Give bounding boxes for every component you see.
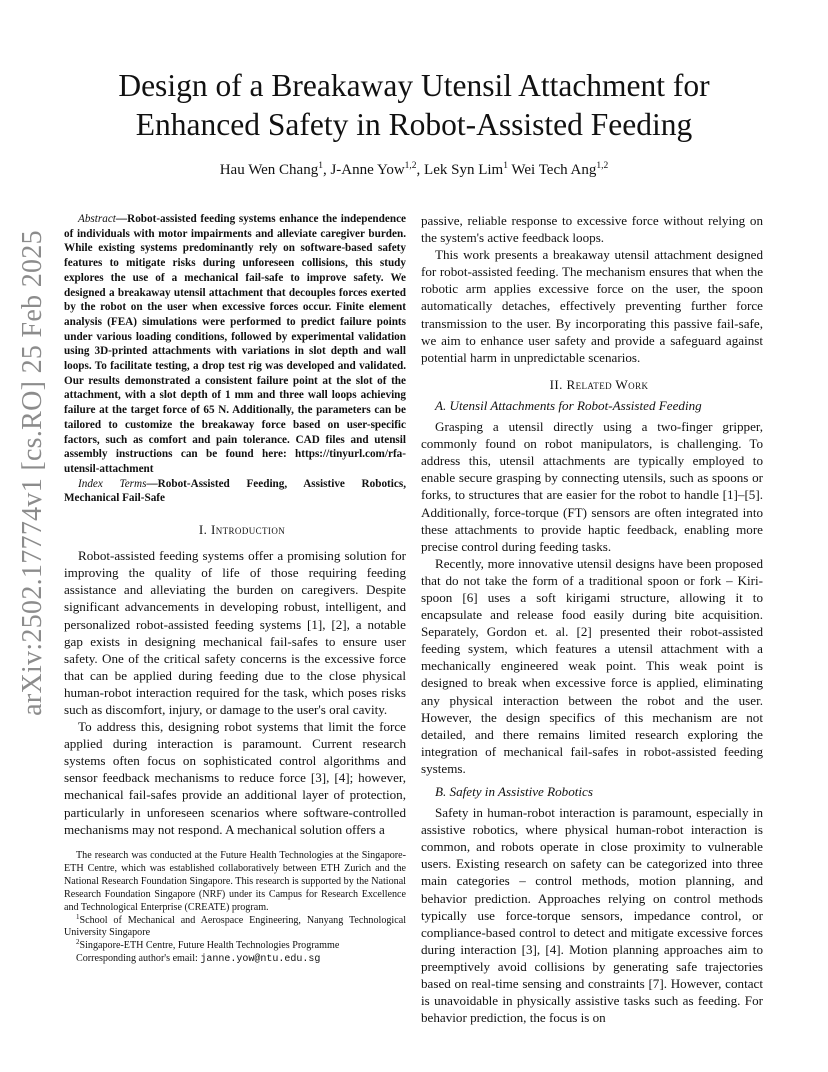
body-paragraph: passive, reliable response to excessive force without relying on the system's active feedback loops. bbox=[421, 213, 763, 246]
body-paragraph: Robot-assisted feeding systems offer a promising solution for improving the quality of life of those requiring feeding assistance and alleviating the burden on caregivers. Despite significant advancements in developing robust, intelligent, and personalized robot-assisted feeding systems [1], [2], a notable gap exists in designing mechanical fail-safes to ensure user safety. One of the critical safety concerns is the excessive force that can be applied during feeding due to the close physical human-robot interaction required for the task, which poses risks such as discomfort, injury, or damage to the user's oral cavity. bbox=[64, 548, 406, 717]
author-name: Hau Wen Chang bbox=[219, 162, 319, 178]
arxiv-identifier: arXiv:2502.17774v1 [cs.RO] 25 Feb 2025 bbox=[17, 230, 48, 716]
abstract-text: —Robot-assisted feeding systems enhance the independence of individuals with motor impairments and alleviate caregiver burden. While existing systems predominantly rely on software-based safety features to mitigate risks during unforeseen collisions, this study explores the use of a mechanical fail-safe to improve safety. We designed a breakaway utensil attachment that decouples forces exerted by the robot on the user when excessive forces occur. Finite element analysis (FEA) simulations were performed to predict failure points under various loading conditions, followed by experimental validation using 3D-printed attachments with variations in slot depth and wall loops. To facilitate testing, a drop test rig was developed and validated. Our results demonstrated a consistent failure point at the slot of the attachment, with a slot depth of 1 mm and three wall loops achieving failure at the target force of 65 N. Additionally, the parameters can be tailored to customize the breakaway force based on user-specific factors, such as comfort and pain tolerance. CAD files and utensil assembly instructions can be found here: https://tinyurl.com/rfa-utensil-attachment bbox=[64, 213, 406, 475]
correspondence-footnote: Corresponding author's email: janne.yow@ntu.edu.sg bbox=[76, 953, 321, 966]
author-name: Wei Tech Ang bbox=[507, 162, 597, 178]
affiliation-footnote: $^2$Singapore-ETH Centre, Future Health Technologies Programme bbox=[76, 938, 340, 952]
subsection-heading: B. Safety in Assistive Robotics bbox=[435, 784, 593, 799]
affiliation-mark: 1 bbox=[503, 161, 508, 171]
paper-title bbox=[60, 66, 768, 144]
body-paragraph: This work presents a breakaway utensil attachment designed for robot-assisted feeding. The mechanism ensures that when the robotic arm applies excessive force on the user, the spoon automatically detaches, effectively preventing further force transmission to the user. By incorporating this passive fail-safe, we aim to enhance user safety and provide a safeguard against potential harm in unpredictable scenarios. bbox=[421, 247, 763, 365]
affiliation-mark: 1 bbox=[318, 161, 323, 171]
subsection-heading: A. Utensil Attachments for Robot-Assisted Feeding bbox=[435, 397, 702, 413]
affiliation-mark: 1,2 bbox=[404, 161, 417, 171]
index-terms-text: —Robot-Assisted Feeding, Assistive Robotics, Mechanical Fail-Safe bbox=[64, 477, 406, 505]
body-paragraph: Safety in human-robot interaction is paramount, especially in assistive robotics, where physical human-robot interaction is common, and robots operate in close proximity to vulnerable users. Existing research on safety can be categorized into three main categories – control methods, motion planning, and behavior prediction. Approaches relying on control methods typically use force-torque sensors, impedance control, or compliance-based control to detect and mitigate excessive forces during interaction [3], [4]. Motion planning approaches aim to preemptively avoid collisions by generating safe trajectories based on real-time sensing and constraints [7]. However, contact is unavoidable in physically assistive tasks such as feeding. For behavior prediction, the focus is on bbox=[421, 805, 763, 1026]
body-paragraph: Recently, more innovative utensil designs have been proposed that do not take the form of a traditional spoon or fork – Kiri-spoon [6] uses a soft kirigami structure, allowing it to encapsulate and release food easily during bite acquisition. Separately, Gordon et. al. [2] presented their robot-assisted feeding system, which features a utensil attachment with a mechanically engineered weak point. This weak point is designed to break when excessive force is applied, eliminating any physical interaction between the robot and the user. However, the design specifics of this mechanism are not detailed, and there remains limited research exploring the integration of mechanical fail-safes in robot-assisted feeding systems. bbox=[421, 555, 763, 776]
affiliation-mark: 1,2 bbox=[596, 161, 609, 171]
abstract bbox=[64, 212, 406, 477]
title-line-1: Design of a Breakaway Utensil Attachment for bbox=[118, 68, 710, 103]
title-line-2: Enhanced Safety in Robot-Assisted Feeding bbox=[135, 107, 693, 142]
right-column bbox=[421, 212, 763, 1026]
left-column bbox=[64, 212, 406, 838]
abstract-label: Abstract bbox=[78, 213, 116, 225]
corresponding-email: janne.yow@ntu.edu.sg bbox=[200, 954, 321, 966]
section-heading-introduction: I. Introduction bbox=[198, 522, 286, 538]
index-terms bbox=[64, 477, 406, 506]
author-name: J-Anne Yow bbox=[330, 162, 405, 178]
author-separator: , bbox=[416, 162, 425, 178]
body-paragraph: Grasping a utensil directly using a two-finger gripper, commonly found on robot manipulators, is challenging. To address this, utensil attachments are typically employed to enable secure grasping by connecting utensils, such as spoons or forks, to structures that are easier for the robot to handle [1]–[5]. Additionally, force-torque (FT) sensors are often integrated into these attachments to provide haptic feedback, enabling more precise control during feeding tasks. bbox=[421, 419, 763, 554]
index-terms-label: Index Terms bbox=[78, 477, 147, 490]
section-heading-related-work: II. Related Work bbox=[549, 376, 649, 392]
author-separator: , bbox=[322, 162, 331, 178]
author-name: Lek Syn Lim bbox=[424, 162, 504, 178]
affiliation-footnote: $^1$School of Mechanical and Aerospace Engineering, Nanyang Technological University Singapore bbox=[64, 912, 406, 939]
funding-footnote: The research was conducted at the Future Health Technologies at the Singapore-ETH Centre, which was established collaboratively between ETH Zurich and the National Research Foundation Singapore. This research is supported by the National Research Foundation Singapore (NRF) under its Campus for Research Excellence and Technological Enterprise (CREATE) program. bbox=[64, 850, 406, 913]
arxiv-watermark bbox=[8, 230, 58, 716]
footnotes bbox=[64, 850, 406, 967]
author-list bbox=[60, 160, 768, 180]
body-paragraph: To address this, designing robot systems that limit the force applied during interaction is paramount. Current research systems often focus on sophisticated control algorithms and sensor feedback mechanisms to reduce force [3], [4]; however, mechanical fail-safes provide an additional layer of protection, particularly in unforeseen scenarios where software-controlled mechanisms may not respond. A mechanical solution offers a bbox=[64, 719, 406, 837]
